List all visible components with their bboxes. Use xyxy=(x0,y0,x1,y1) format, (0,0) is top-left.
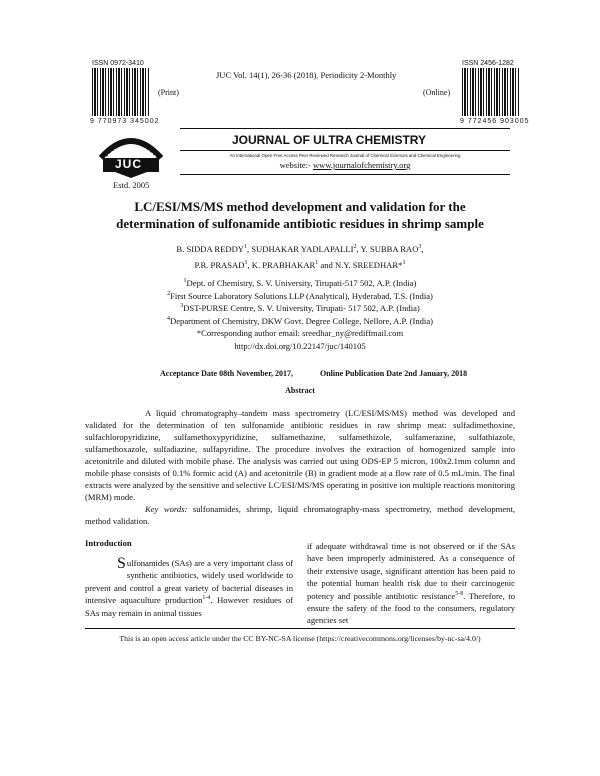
author-line-1: B. SIDDA REDDY$^1$, SUDHAKAR YADLAPALLI$^2$, Y. SUBBA RAO$^3$, xyxy=(176,244,424,254)
barcode-online xyxy=(462,68,520,116)
header-rule-top xyxy=(180,128,510,129)
affiliations xyxy=(80,277,520,353)
introduction-heading: Introduction xyxy=(85,538,132,548)
intro-column-right xyxy=(307,540,515,627)
affiliation-number: 4 xyxy=(167,315,170,322)
barcode-online-number: 9 772456 903005 xyxy=(460,118,530,125)
corresponding-author: *Corresponding author email: sreedhar_ny@rediffmail.com xyxy=(196,328,404,339)
affiliation-number: 3 xyxy=(180,303,184,310)
print-label: (Print) xyxy=(158,88,179,97)
journal-title: JOURNAL OF ULTRA CHEMISTRY xyxy=(232,133,426,147)
article-title xyxy=(60,198,540,232)
website-link[interactable]: www.journalofchemistry.org xyxy=(312,160,411,170)
estd-label: Estd. 2005 xyxy=(113,180,150,190)
article-title-line-2: determination of sulfonamide antibiotic residues in shrimp sample xyxy=(116,216,484,231)
affiliation-item xyxy=(80,315,520,328)
affiliation-number: 2 xyxy=(167,290,171,297)
author-name: Y. SUBBA RAO xyxy=(360,244,419,254)
license-note: This is an open access article under the CC BY-NC-SA license (https://creativecommons.org/licenses/by-nc-sa/4.0/) xyxy=(119,634,481,643)
author-name: SUDHAKAR YADLAPALLI xyxy=(251,244,354,254)
author-affiliation-mark: 1 xyxy=(244,260,248,267)
keywords xyxy=(85,503,515,527)
author-affiliation-mark: 1 xyxy=(315,260,319,267)
abstract-heading: Abstract xyxy=(285,386,315,395)
affiliation-number: 1 xyxy=(183,278,187,285)
author-affiliation-mark: 3 xyxy=(418,244,422,251)
journal-logo xyxy=(95,128,167,178)
author-name: P.R. PRASAD xyxy=(194,260,245,270)
intro-left-ref: 1-4 xyxy=(202,595,211,602)
journal-subtitle: An International Open Free Access Peer Reviewed Research Journal of Chemical Sciences and Chemical Engineering xyxy=(229,153,461,158)
article-title-line-1: LC/ESI/MS/MS method development and validation for the xyxy=(134,199,466,214)
header-rule-bottom xyxy=(180,174,510,175)
header-rule-mid xyxy=(180,150,510,151)
author-list xyxy=(100,241,500,273)
affiliation-text: Department of Chemistry, DKW Govt. Degree College, Nellore, A.P. (India) xyxy=(170,315,433,326)
affiliation-text: Dept. of Chemistry, S. V. University, Tirupati-517 502, A.P. (India) xyxy=(186,278,417,288)
intro-left-text: ulfonamides (SAs) are a very important class of synthetic antibiotics, widely used worldwide to prevent and control a great variety of bacterial diseases in intensive aquaculture production xyxy=(85,558,293,606)
barcode-print-number: 9 770973 345002 xyxy=(90,118,160,125)
issn-print: ISSN 0972-3410 xyxy=(92,60,144,67)
affiliation-item xyxy=(80,302,520,315)
author-and: and xyxy=(320,260,333,270)
author-affiliation-mark: 1 xyxy=(243,244,247,251)
intro-dropcap: S xyxy=(117,555,126,572)
intro-right-ref: 5-8 xyxy=(455,590,464,597)
author-affiliation-mark: 2 xyxy=(353,244,357,251)
affiliation-text: DST-PURSE Centre, S. V. University, Tirupati- 517 502, A.P. (India) xyxy=(183,303,420,314)
website-line xyxy=(180,160,510,170)
publication-date: Online Publication Date 2nd January, 2018 xyxy=(320,369,468,378)
barcode-print xyxy=(92,68,150,116)
intro-right-text: if adequate withdrawal time is not observed or if the SAs have been improperly administered. As a consequence of their extensive usage, significant attention has been paid to the potential human health risk due to their carcinogenic potency and possible antibiotic resistance xyxy=(307,541,515,601)
affiliation-text: First Source Laboratory Solutions LLP (Analytical), Hyderabad, T.S. (India) xyxy=(170,290,433,301)
online-label: (Online) xyxy=(423,88,451,97)
doi-link[interactable]: http://dx.doi.org/10.22147/juc/140105 xyxy=(234,340,366,351)
author-name: B. SIDDA REDDY xyxy=(176,244,244,254)
website-label: website:- xyxy=(279,160,311,170)
logo-text: JUC xyxy=(115,157,143,171)
author-name: K. PRABHAKAR xyxy=(251,260,316,270)
keywords-label: Key words: xyxy=(145,504,188,514)
journal-volume-line: JUC Vol. 14(1), 26-36 (2018). Periodicity 2-Monthly xyxy=(216,70,397,80)
author-affiliation-mark: 1 xyxy=(402,260,406,267)
abstract-text: A liquid chromatography–tandem mass spectrometry (LC/ESI/MS/MS) method was developed and validated for the determination of ten sulfonamide antibiotic residues in raw shrimp meat: sulfadimethoxine, sulfachloropyridizine, sulfamethoxypyridizine, sulfamethazine, sulfamethizole, sulfamerazine, sulfathiazole, sulfamethoxazole, sulfadiazine, sulfapyridine. The procedure involves the extraction of homogenized sample into acetonitrile and diluted with mobile phase. The analysis was carried out using ODS-EP 5 micron, 100x2.1mm column and mobile phase consists of 0.1% formic acid (A) and acetonitrile (B) in gradient mode at a flow rate of 0.5 mL/min. The final extracts were analyzed by the sensitive and selective LC/ESI/MS/MS operating in positive ion multiple reactions monitoring (MRM) mode. xyxy=(85,408,515,502)
issn-online: ISSN 2456-1282 xyxy=(462,60,514,67)
intro-column-left xyxy=(85,557,293,619)
acceptance-date: Acceptance Date 08th November, 2017, xyxy=(160,369,294,378)
author-line-2: P.R. PRASAD$^1$, K. PRABHAKAR$^1$ and N.Y. SREEDHAR*$^1$ xyxy=(194,260,406,270)
keywords-text: sulfonamides, shrimp, liquid chromatography-mass spectrometry, method development, method validation. xyxy=(85,504,515,526)
affiliation-item xyxy=(80,290,520,303)
intro-right-end: . Therefore, to ensure the safety of the food to the consumers, regulatory agencies set xyxy=(307,590,515,626)
affiliation-item xyxy=(80,277,520,290)
intro-left-end: . However residues of SAs may remain in animal tissues xyxy=(85,595,293,618)
author-name: N.Y. SREEDHAR* xyxy=(335,260,403,270)
footer-rule xyxy=(85,628,515,629)
